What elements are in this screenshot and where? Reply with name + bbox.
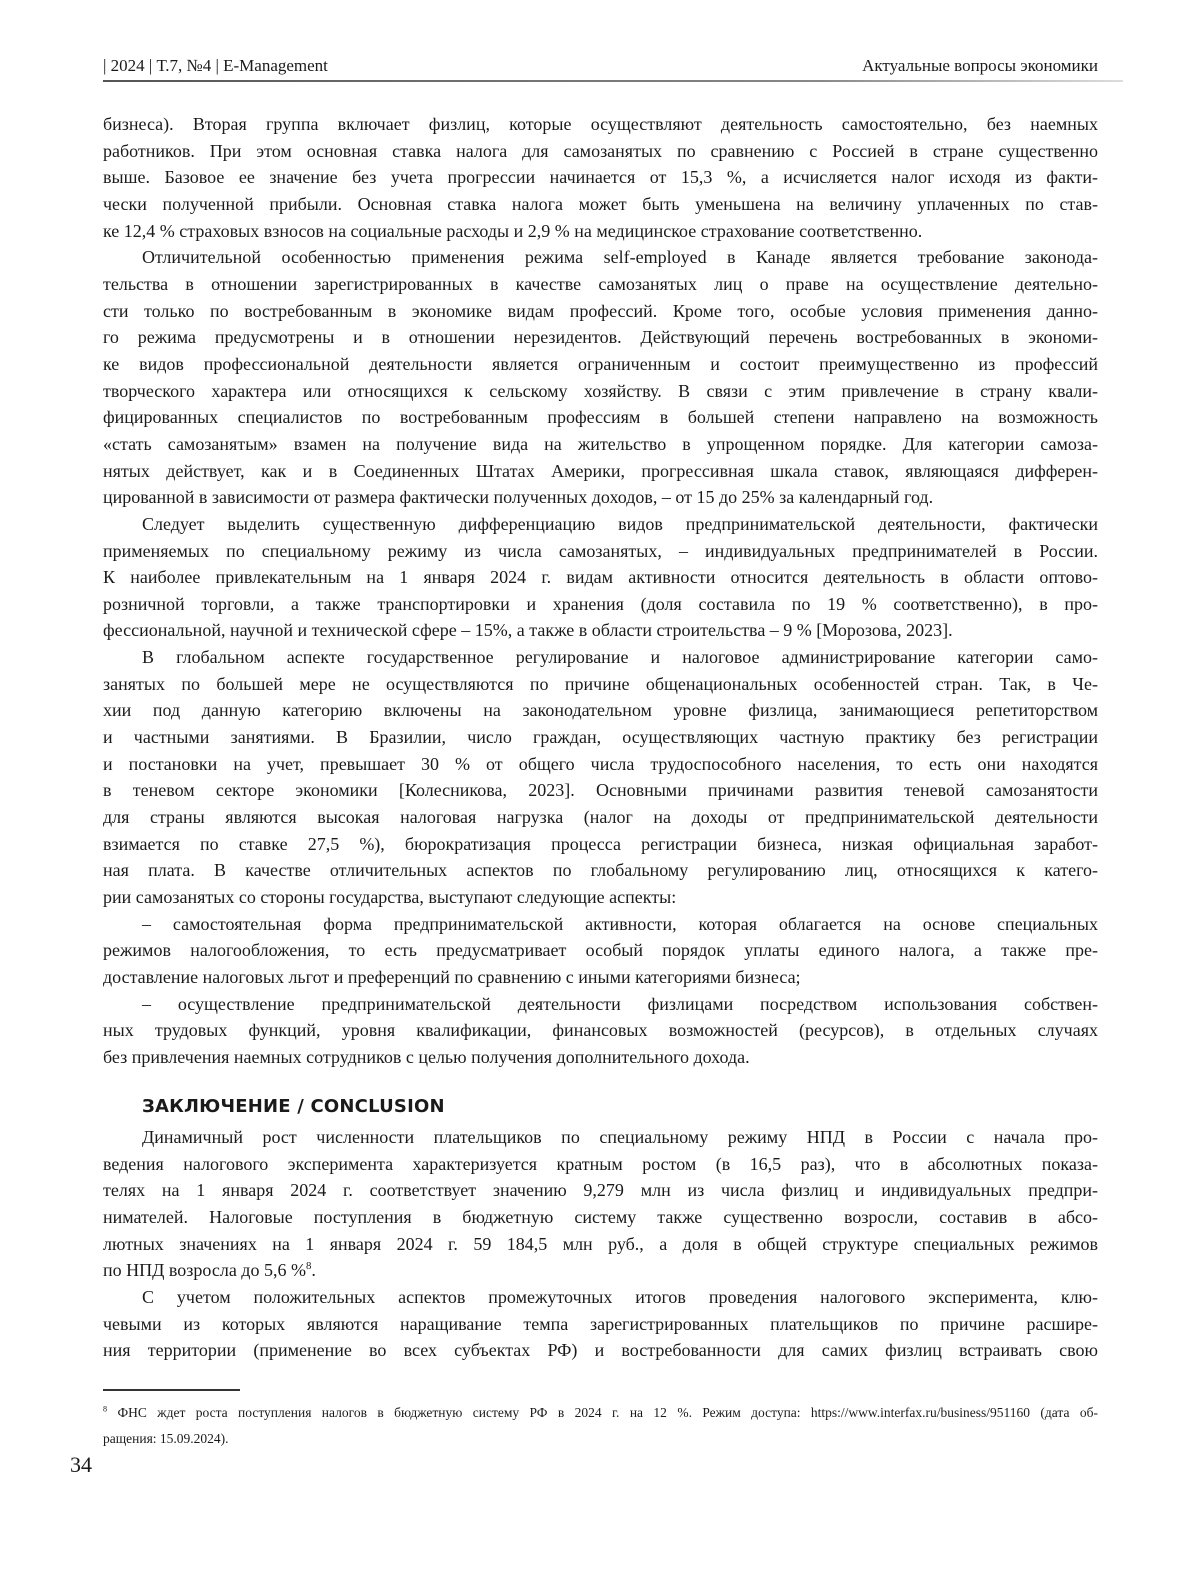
journal-info: | 2024 | Т.7, №4 | E-Management <box>103 56 328 75</box>
footnote-line <box>103 1400 1098 1426</box>
paragraph <box>103 1124 1098 1284</box>
text-line <box>103 831 1098 858</box>
line-text: выше. Базовое ее значение без учета прогрессии начинается от 15,3 %, а исчисляется налог исходя из факти- <box>103 167 1098 188</box>
section-title: Актуальные вопросы экономики <box>862 56 1098 75</box>
text-line <box>103 1311 1098 1338</box>
line-text: го режима предусмотрены и в отношении нерезидентов. Действующий перечень востребованных в экономи- <box>103 327 1098 348</box>
text-line <box>103 111 1098 138</box>
text-line <box>103 1124 1098 1151</box>
text-line <box>103 1284 1098 1311</box>
text-line <box>103 1204 1098 1231</box>
text-line <box>103 1151 1098 1178</box>
text-line <box>103 1177 1098 1204</box>
text-line <box>103 991 1098 1018</box>
body-text <box>103 111 1098 1071</box>
text-line <box>103 857 1098 884</box>
text-line <box>103 458 1098 485</box>
page-number: 34 <box>70 1452 92 1477</box>
line-text: лютных значениях на 1 января 2024 г. 59 184,5 млн руб., а доля в общей структуре специальных режимов <box>103 1233 1098 1254</box>
text-line <box>103 538 1098 565</box>
paragraph <box>103 1284 1098 1364</box>
paragraph <box>103 111 1098 244</box>
paragraph <box>103 911 1098 991</box>
text-line <box>103 671 1098 698</box>
line-text: – самостоятельная форма предпринимательской активности, которая облагается на основе специальных <box>142 913 1098 934</box>
paragraph <box>103 644 1098 911</box>
section-heading: ЗАКЛЮЧЕНИЕ / CONCLUSION <box>142 1096 445 1117</box>
line-text: Отличительной особенностью применения режима self-employed в Канаде является требование законода- <box>142 247 1098 268</box>
text-line <box>103 244 1098 271</box>
line-text: ния территории (применение во всех субъектах РФ) и востребованности для самих физлиц встраивать свою <box>103 1340 1098 1361</box>
conclusion-text <box>103 1124 1098 1364</box>
text-line <box>103 697 1098 724</box>
text-line <box>103 1231 1098 1258</box>
text-line <box>103 564 1098 591</box>
line-text: занятых по большей мере не осуществляются по причине общенациональных особенностей стран. Так, в Че- <box>103 673 1098 694</box>
line-text: без привлечения наемных сотрудников с целью получения дополнительного дохода. <box>103 1046 750 1067</box>
running-header <box>103 56 1098 80</box>
line-text: сти только по востребованным в экономике видам профессий. Кроме того, особые условия применения данно- <box>103 300 1098 321</box>
text-line <box>103 777 1098 804</box>
text-line <box>103 724 1098 751</box>
text-line <box>103 911 1098 938</box>
line-text: в теневом секторе экономики [Колесникова, 2023]. Основными причинами развития теневой самозанятости <box>103 780 1098 801</box>
line-text: ведения налогового эксперимента характеризуется кратным ростом (в 16,5 раз), что в абсолютных показа- <box>103 1153 1098 1174</box>
line-text: – осуществление предпринимательской деятельности физлицами посредством использования собствен- <box>142 993 1098 1014</box>
footnote-ref[interactable]: 8 <box>305 1260 312 1273</box>
line-text: ных трудовых функций, уровня квалификации, финансовых возможностей (ресурсов), в отдельных случаях <box>103 1020 1098 1041</box>
line-text: ная плата. В качестве отличительных аспектов по глобальному регулированию лиц, относящихся к катего- <box>103 860 1098 881</box>
line-text: чевыми из которых являются наращивание темпа зарегистрированных плательщиков по причине расшире- <box>103 1313 1098 1334</box>
line-text: цированной в зависимости от размера фактически полученных доходов, – от 15 до 25% за календарный год. <box>103 487 934 508</box>
line-text: взимается по ставке 27,5 %), бюрократизация процесса регистрации бизнеса, низкая официальная заработ- <box>103 833 1098 854</box>
line-text: творческого характера или относящихся к сельскому хозяйству. В связи с этим привлечение в страну квали- <box>103 380 1098 401</box>
line-text: Динамичный рост численности плательщиков по специальному режиму НПД в России с начала про- <box>142 1127 1098 1147</box>
footnote-text: ФНС ждет роста поступления налогов в бюджетную систему РФ в 2024 г. на 12 %. Режим доступа: https://www.interfax.ru/business/951160 (дата об- <box>107 1405 1098 1420</box>
text-line <box>103 271 1098 298</box>
line-text: и постановки на учет, превышает 30 % от общего числа трудоспособного населения, то есть они находятся <box>103 753 1098 774</box>
text-line <box>103 1044 1098 1071</box>
text-line <box>103 138 1098 165</box>
text-line <box>103 644 1098 671</box>
line-text: телях на 1 января 2024 г. соответствует значению 9,279 млн из числа физлиц и индивидуальных предпри- <box>103 1180 1098 1201</box>
line-text: чески полученной прибыли. Основная ставка налога может быть уменьшена на величину уплаченных по став- <box>103 193 1098 214</box>
line-text: розничной торговли, а также транспортировки и хранения (доля составила по 19 % соответственно), в про- <box>103 593 1098 614</box>
paragraph <box>103 244 1098 511</box>
text-line <box>103 937 1098 964</box>
line-text: рии самозанятых со стороны государства, выступают следующие аспекты: <box>103 887 677 908</box>
line-text: нимателей. Налоговые поступления в бюджетную систему также существенно возросли, составив в абсо- <box>103 1206 1098 1227</box>
line-text: доставление налоговых льгот и преференций по сравнению с иными категориями бизнеса; <box>103 967 801 987</box>
footnote-text: ращения: 15.09.2024). <box>103 1431 229 1446</box>
text-line <box>103 884 1098 911</box>
line-text: бизнеса). Вторая группа включает физлиц, которые осуществляют деятельность самостоятельно, без наемных <box>103 114 1098 134</box>
text-line <box>103 191 1098 218</box>
line-text: для страны являются высокая налоговая нагрузка (налог на доходы от предпринимательской деятельности <box>103 807 1098 828</box>
text-line <box>103 218 1098 245</box>
line-text: хии под данную категорию включены на законодательном уровне физлица, занимающиеся репетиторством <box>103 700 1098 721</box>
line-text: «стать самозанятым» взамен на получение вида на жительство в упрощенном порядке. Для категории самоза- <box>103 433 1098 454</box>
text-line <box>103 378 1098 405</box>
text-line <box>103 351 1098 378</box>
line-text: и частными занятиями. В Бразилии, число граждан, осуществляющих частную практику без регистрации <box>103 727 1098 748</box>
footnote-marker: 8 <box>103 1404 108 1414</box>
line-text: фессиональной, научной и технической сфере – 15%, а также в области строительства – 9 % [Морозова, 2023]. <box>103 620 953 641</box>
line-text: тельства в отношении зарегистрированных в качестве самозанятых лиц о праве на осуществление деятельно- <box>103 273 1098 294</box>
text-line <box>103 964 1098 991</box>
footnote-line <box>103 1426 1098 1452</box>
header-divider <box>103 80 1123 82</box>
paragraph <box>103 511 1098 644</box>
text-line: по НПД возросла до 5,6 %$^8$. <box>103 1260 316 1281</box>
paragraph <box>103 991 1098 1071</box>
line-text: К наиболее привлекательным на 1 января 2024 г. видам активности относится деятельность в области оптово- <box>103 567 1098 588</box>
text-line <box>103 164 1098 191</box>
text-line <box>103 511 1098 538</box>
line-text: нятых действует, как и в Соединенных Штатах Америки, прогрессивная шкала ставок, являющаяся дифферен- <box>103 460 1098 481</box>
text-line <box>103 751 1098 778</box>
line-text: С учетом положительных аспектов промежуточных итогов проведения налогового эксперимента, клю- <box>142 1286 1098 1307</box>
line-text: применяемых по специальному режиму из числа самозанятых, – индивидуальных предпринимателей в России. <box>103 540 1098 561</box>
text-line <box>103 617 1098 644</box>
line-text: Следует выделить существенную дифференциацию видов предпринимательской деятельности, фактически <box>142 513 1098 534</box>
line-text: фицированных специалистов по востребованным профессиям в большей степени направлено на возможность <box>103 407 1098 428</box>
line-text: ке 12,4 % страховых взносов на социальные расходы и 2,9 % на медицинское страхование соответственно. <box>103 220 923 241</box>
line-text: работников. При этом основная ставка налога для самозанятых по сравнению с Россией в стране существенно <box>103 140 1098 161</box>
text-line <box>103 1337 1098 1364</box>
text-line <box>103 804 1098 831</box>
footnote-divider <box>103 1389 240 1391</box>
line-text: по НПД возросла до 5,6 % <box>103 1260 306 1281</box>
text-line <box>103 404 1098 431</box>
text-line <box>103 591 1098 618</box>
line-text: В глобальном аспекте государственное регулирование и налоговое администрирование категории само- <box>142 647 1098 668</box>
text-line <box>103 298 1098 325</box>
text-line <box>103 1017 1098 1044</box>
text-line <box>103 431 1098 458</box>
text-line <box>103 324 1098 351</box>
line-text: ке видов профессиональной деятельности является ограниченным и состоит преимущественно из профессий <box>103 353 1098 374</box>
line-text: режимов налогообложения, то есть предусматривает особый порядок уплаты единого налога, а также пре- <box>103 940 1098 961</box>
footnote <box>103 1400 1098 1452</box>
text-line <box>103 484 1098 511</box>
